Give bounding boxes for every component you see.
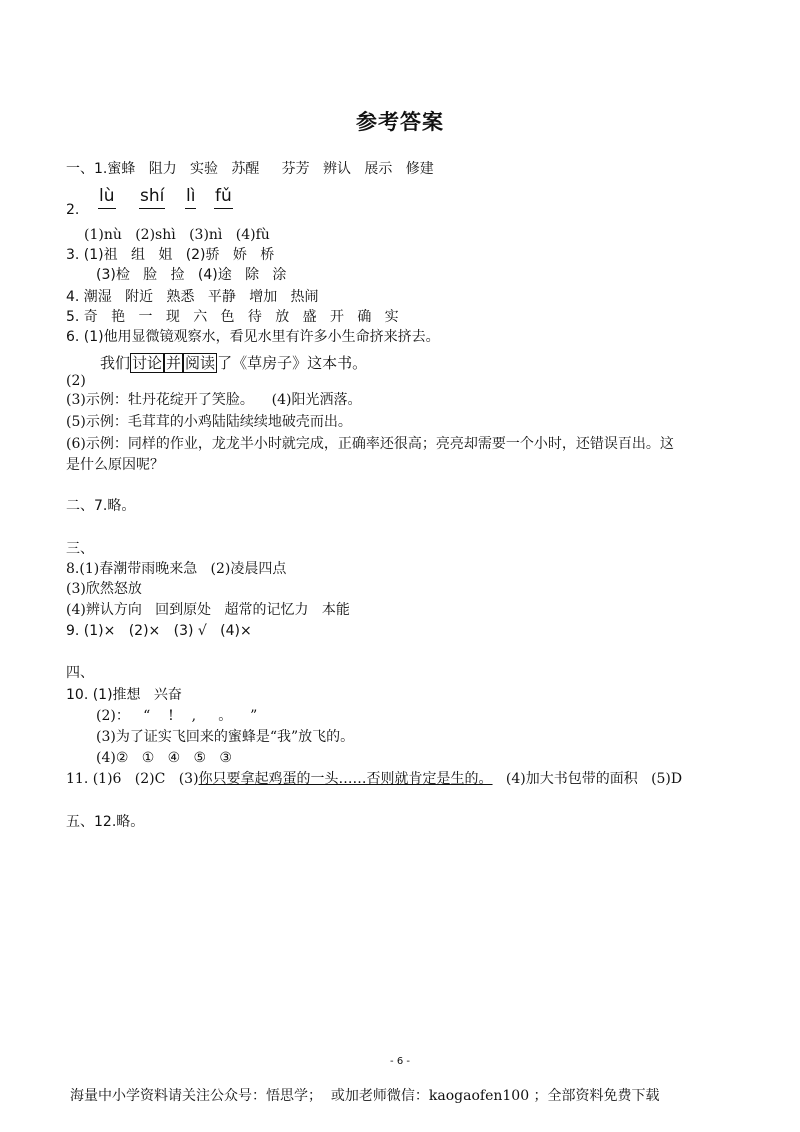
footer-notice: 海量中小学资料请关注公众号：悟思学； 或加老师微信：kaogaofen100 ；全部资料免费下载 [70,1088,660,1104]
q8-line-b: (3)欣然怒放 [66,581,142,597]
q3-line-b: (3)检 脸 捡 (4)途 除 涂 [96,267,287,283]
q9-line: 9. (1)× (2)× (3) √ (4)× [66,623,252,639]
q2-number: 2. [66,202,80,218]
q12-line: 五、12.略。 [66,814,145,830]
page-number: - 6 - [390,1056,410,1067]
q10-line-2: (2)： “ ! , 。 ” [96,708,258,724]
pinyin-3: lì [185,186,196,209]
q1-line: 一、1.蜜蜂 阻力 实验 苏醒 芬芳 辨认 展示 修建 [66,161,434,177]
q4-line: 4. 潮湿 附近 熟悉 平静 增加 热闹 [66,289,319,305]
pinyin-1: lù [98,186,116,209]
q8-line-a: 8.(1)春潮带雨晚来急 (2)凌晨四点 [66,561,287,577]
q10-line-1: 10. (1)推想 兴奋 [66,687,182,703]
q6-3-line: (3)示例：牡丹花绽开了笑脸。 (4)阳光洒落。 [66,392,362,408]
sentence-prefix: 我们 [100,354,131,372]
sentence-suffix: 了《草房子》这本书。 [217,354,368,372]
q6-5-line: (5)示例：毛茸茸的小鸡陆陆续续地破壳而出。 [66,414,352,430]
pinyin-2: shí [139,186,165,209]
q11-suffix: (4)加大书包带的面积 (5)D [492,771,683,787]
q11-line [66,770,682,788]
page-title: 参考答案 [356,110,444,134]
q10-line-4: (4)② ① ④ ⑤ ③ [96,750,232,766]
q6-2-label: (2) [66,373,86,389]
q2-answers: (1)nù (2)shì (3)nì (4)fù [84,227,270,243]
section3-heading: 三、 [66,541,94,557]
q11-prefix: 11. (1)6 (2)C (3) [66,771,199,787]
q6-6-line-a: (6)示例：同样的作业，龙龙半小时就完成，正确率还很高；亮亮却需要一个小时，还错误百出。这 [66,436,674,452]
q6-line-1: 6. (1)他用显微镜观察水，看见水里有许多小生命挤来挤去。 [66,329,440,345]
box-word-2: 并 [166,354,182,372]
q6-boxed-sentence [100,352,367,373]
section4-heading: 四、 [66,665,94,681]
box-word-3: 阅读 [185,354,216,372]
q8-line-c: (4)辨认方向 回到原处 超常的记忆力 本能 [66,602,350,618]
q11-underlined-answer: 你只要拿起鸡蛋的一头……否则就肯定是生的。 [198,771,493,787]
q6-6-line-b: 是什么原因呢？ [66,457,164,473]
q7-line: 二、7.略。 [66,498,136,514]
q10-line-3: (3)为了证实飞回来的蜜蜂是“我”放飞的。 [96,729,355,745]
q5-line: 5. 奇 艳 一 现 六 色 待 放 盛 开 确 实 [66,309,399,325]
pinyin-4: fǔ [214,186,233,209]
q3-line-a: 3. (1)祖 组 姐 (2)骄 娇 桥 [66,247,275,263]
box-word-1: 讨论 [132,354,163,372]
